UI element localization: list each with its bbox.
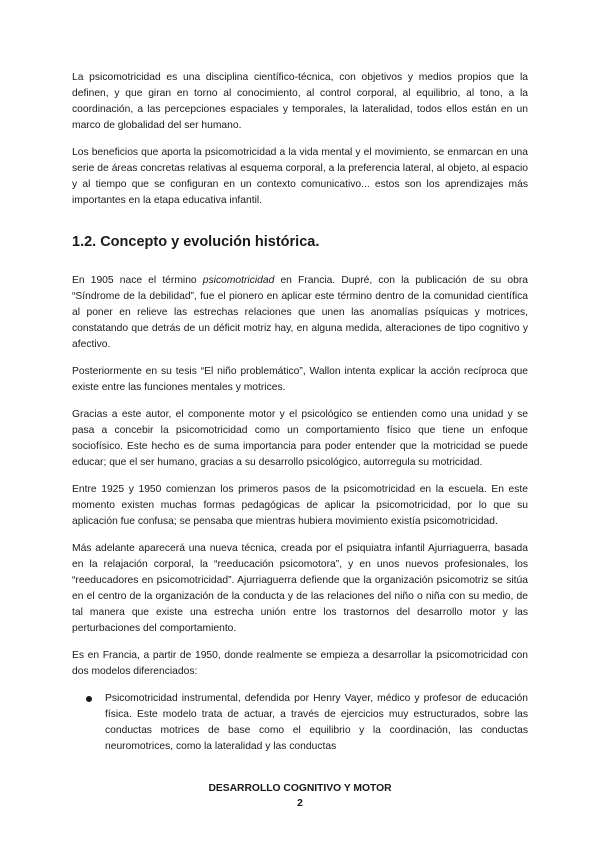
paragraph-text-start: En 1905 nace el término	[72, 275, 203, 286]
list-item	[105, 691, 528, 755]
page-footer	[0, 781, 600, 811]
paragraph-text-end: en Francia. Dupré, con la publicación de su obra “Síndrome de la debilidad”, fue el pionero en aplicar este término dentro de la comunidad científica al poner en relieve las estrechas relaciones que unen las anomalías psíquicas y motrices, constatando que detrás de un déficit motriz hay, en alguna medida, alteraciones de tipo cognitivo y afectivo.	[72, 275, 529, 350]
bullet-dot-icon	[86, 696, 92, 702]
section-paragraph-4: Entre 1925 y 1950 comienzan los primeros pasos de la psicomotricidad en la escuela. En este momento existen muchas formas pedagógicas de aplicar la psicomotricidad, por lo que su aplicación fue confusa; se pensaba que mientras hubiera movimiento existía psicomotricidad.	[72, 484, 528, 527]
bullet-list	[72, 691, 528, 755]
page-number: 2	[297, 798, 303, 809]
list-item-text: Psicomotricidad instrumental, defendida por Henry Vayer, médico y profesor de educación física. Este modelo trata de actuar, a través de ejercicios muy estructurados, sobre las conductas motrices de base como el equilibrio y la coordinación, las conductas neuromotrices, como la lateralidad y las conductas	[105, 693, 528, 752]
section-paragraph-1	[72, 273, 528, 353]
italic-term: psicomotricidad	[202, 275, 275, 286]
footer-title: DESARROLLO COGNITIVO Y MOTOR	[208, 783, 392, 794]
section-paragraph-6: Es en Francia, a partir de 1950, donde realmente se empieza a desarrollar la psicomotricidad con dos modelos diferenciados:	[72, 650, 528, 677]
section-paragraph-2: Posteriormente en su tesis “El niño problemático”, Wallon intenta explicar la acción recíproca que existe entre las funciones mentales y motrices.	[72, 366, 528, 393]
section-paragraph-3: Gracias a este autor, el componente motor y el psicológico se entienden como una unidad y se pasa a concebir la psicomotricidad como un comportamiento físico que tiene un enfoque sociofísico. Este hecho es de suma importancia para poder entender que la motricidad se puede educar; que el ser humano, gracias a su desarrollo psicológico, autorregula su motricidad.	[72, 409, 528, 468]
document-page	[72, 70, 528, 755]
intro-paragraph-1: La psicomotricidad es una disciplina científico-técnica, con objetivos y medios propios que la definen, y que giran en torno al conocimiento, al control corporal, al equilibrio, al tono, a la coordinación, a las percepciones espaciales y temporales, la lateralidad, todos ellos están en un marco de globalidad del ser humano.	[72, 72, 528, 131]
section-paragraph-5: Más adelante aparecerá una nueva técnica, creada por el psiquiatra infantil Ajurriaguerra, basada en la relajación corporal, la “reeducación psicomotora”, y en unos nuevos profesionales, los “reeducadores en psicomotricidad”. Ajurriaguerra defiende que la organización psicomotriz se sitúa en el centro de la organización de la conducta y de las relaciones del niño o niña con su medio, de tal manera que existe una estrecha unión entre los trastornos del desarrollo motor y las perturbaciones del comportamiento.	[72, 543, 528, 634]
intro-paragraph-2: Los beneficios que aporta la psicomotricidad a la vida mental y el movimiento, se enmarcan en una serie de áreas concretas relativas al esquema corporal, a la preferencia lateral, al objeto, al espacio y al tiempo que se configuran en un contexto comunicativo... estos son los aprendizajes más importantes en la etapa educativa infantil.	[72, 147, 528, 206]
section-heading: 1.2. Concepto y evolución histórica.	[72, 234, 320, 250]
